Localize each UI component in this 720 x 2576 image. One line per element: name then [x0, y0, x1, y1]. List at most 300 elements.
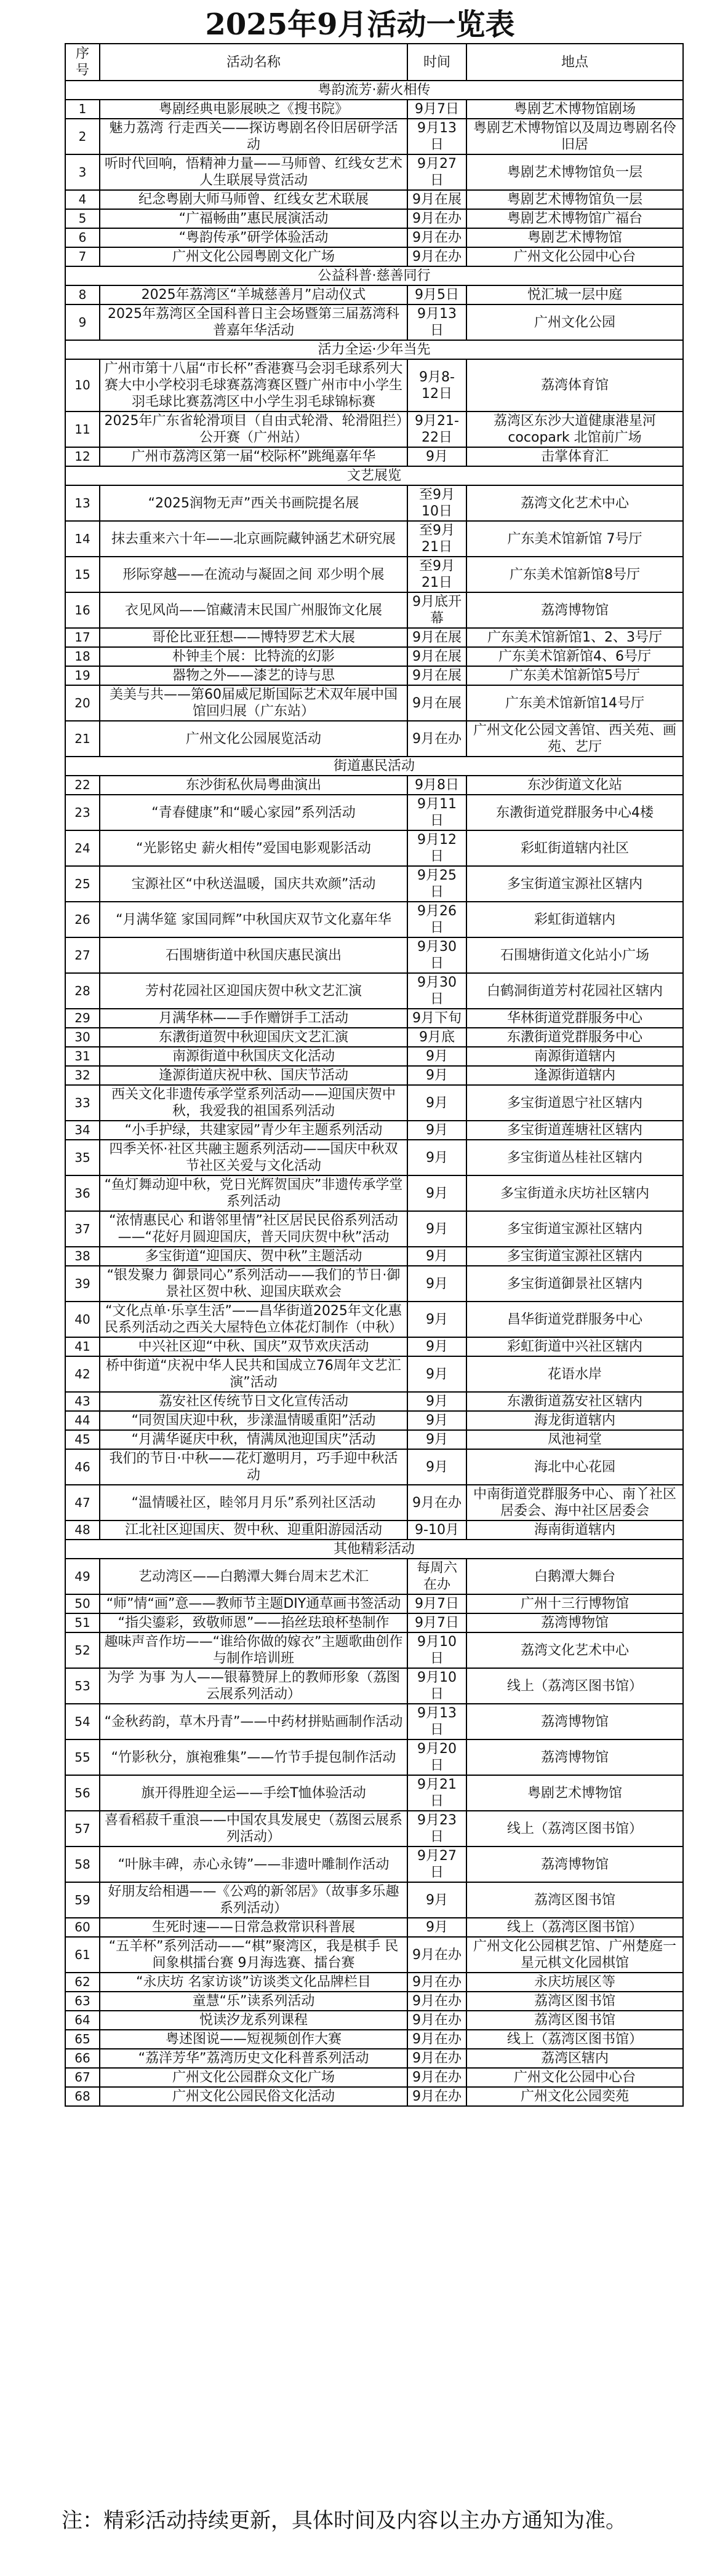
activity-location: 多宝街道宝源社区辖内 [466, 1247, 683, 1266]
row-index: 41 [65, 1337, 100, 1356]
activity-time: 9月13日 [407, 304, 466, 340]
activity-location: 东沙街道文化站 [466, 776, 683, 795]
activity-time: 9月 [407, 1266, 466, 1302]
activity-time: 至9月21日 [407, 557, 466, 592]
table-row [65, 1449, 683, 1485]
activity-name: “青春健康”和“暖心家园”系列活动 [100, 795, 407, 830]
activity-location: 海北中心花园 [466, 1449, 683, 1485]
row-index: 36 [65, 1175, 100, 1211]
activity-name: 哥伦比亚狂想——博特罗艺术大展 [100, 628, 407, 647]
table-row [65, 628, 683, 647]
activity-name: “2025润物无声”西关书画院提名展 [100, 485, 407, 521]
activity-name: 悦读汐龙系列课程 [100, 2011, 407, 2030]
row-index: 66 [65, 2049, 100, 2068]
table-row [65, 1632, 683, 1668]
row-index: 4 [65, 190, 100, 209]
table-row [65, 795, 683, 830]
row-index: 17 [65, 628, 100, 647]
section-title: 文艺展览 [65, 466, 683, 485]
table-row [65, 359, 683, 411]
row-index: 22 [65, 776, 100, 795]
activity-name: 广州文化公园展览活动 [100, 721, 407, 757]
table-row [65, 1668, 683, 1704]
table-row [65, 666, 683, 685]
activity-name: “广福畅曲”惠民展演活动 [100, 209, 407, 228]
row-index: 59 [65, 1882, 100, 1918]
table-row [65, 592, 683, 628]
table-row [65, 1485, 683, 1521]
activity-name: “月满华筵 家国同辉”中秋国庆双节文化嘉年华 [100, 902, 407, 937]
row-index: 21 [65, 721, 100, 757]
activity-location: 荔湾博物馆 [466, 1739, 683, 1775]
row-index: 15 [65, 557, 100, 592]
activity-name: “竹影秋分，旗袍雅集”——竹节手提包制作活动 [100, 1739, 407, 1775]
table-row [65, 1411, 683, 1430]
activity-name: 广州文化公园粤剧文化广场 [100, 247, 407, 266]
table-row [65, 1847, 683, 1882]
row-index: 38 [65, 1247, 100, 1266]
page-title: 2025年9月活动一览表 [205, 7, 515, 42]
activity-location: 多宝街道永庆坊社区辖内 [466, 1175, 683, 1211]
row-index: 20 [65, 685, 100, 721]
row-index: 32 [65, 1066, 100, 1085]
table-row [65, 557, 683, 592]
activity-name: “同贺国庆迎中秋，步漾温情暖重阳”活动 [100, 1411, 407, 1430]
activity-name: “月满华诞庆中秋，情满凤池迎国庆”活动 [100, 1430, 407, 1449]
table-row [65, 485, 683, 521]
activity-location: 中南街道党群服务中心、南丫社区居委会、海中社区居委会 [466, 1485, 683, 1521]
row-index: 65 [65, 2030, 100, 2049]
activity-location: 东漖街道荔安社区辖内 [466, 1392, 683, 1411]
header-row [65, 44, 683, 81]
table-row [65, 1775, 683, 1811]
activity-time: 9月7日 [407, 1594, 466, 1613]
activity-name: 艺动湾区——白鹅潭大舞台周末艺术汇 [100, 1559, 407, 1594]
activity-time: 9月在展 [407, 666, 466, 685]
activity-location: 广州文化公园 [466, 304, 683, 340]
activity-location: 荔湾博物馆 [466, 1704, 683, 1739]
row-index: 45 [65, 1430, 100, 1449]
activity-time: 9月30日 [407, 937, 466, 973]
activity-name: 抹去重来六十年——北京画院藏钟涵艺术研究展 [100, 521, 407, 557]
activity-name: 中兴社区迎“中秋、国庆”双节欢庆活动 [100, 1337, 407, 1356]
table-row [65, 1247, 683, 1266]
activity-name: 广州文化公园群众文化广场 [100, 2068, 407, 2087]
table-row [65, 2068, 683, 2087]
activity-location: 花语水岸 [466, 1356, 683, 1392]
activity-location: 粤剧艺术博物馆以及周边粤剧名伶旧居 [466, 119, 683, 154]
row-index: 2 [65, 119, 100, 154]
activity-time: 9月下旬 [407, 1009, 466, 1028]
activity-location: 粤剧艺术博物馆剧场 [466, 100, 683, 119]
activity-location: 广州文化公园中心台 [466, 247, 683, 266]
table-row [65, 521, 683, 557]
section-header-row [65, 266, 683, 285]
activity-location: 东漖街道党群服务中心 [466, 1028, 683, 1047]
row-index: 48 [65, 1521, 100, 1540]
table-row [65, 1882, 683, 1918]
table-row [65, 1085, 683, 1121]
activity-time: 9月 [407, 1047, 466, 1066]
section-title: 公益科普·慈善同行 [65, 266, 683, 285]
activity-time: 9月 [407, 1449, 466, 1485]
table-row [65, 1302, 683, 1337]
row-index: 19 [65, 666, 100, 685]
activity-location: 线上（荔湾区图书馆） [466, 1918, 683, 1937]
table-row [65, 1009, 683, 1028]
table-row [65, 2087, 683, 2106]
activity-location: 多宝街道恩宁社区辖内 [466, 1085, 683, 1121]
activity-name: 西关文化非遗传承学堂系列活动——迎国庆贺中秋，我爱我的祖国系列活动 [100, 1085, 407, 1121]
activity-name: 广州市第十八届“市长杯”香港赛马会羽毛球系列大赛大中小学校羽毛球赛荔湾赛区暨广州市中小学生羽毛球比赛荔湾区中小学生羽毛球锦标赛 [100, 359, 407, 411]
activity-location: 广东美术馆新馆14号厅 [466, 685, 683, 721]
activity-time: 9月 [407, 1337, 466, 1356]
activity-name: 听时代回响，悟精神力量——马师曾、红线女艺术人生联展导赏活动 [100, 154, 407, 190]
table-row [65, 1973, 683, 1992]
activity-name: “金秋药韵，草木丹青”——中药材拼贴画制作活动 [100, 1704, 407, 1739]
table-row [65, 721, 683, 757]
table-row [65, 1140, 683, 1175]
activity-time: 9月 [407, 1175, 466, 1211]
table-row [65, 209, 683, 228]
table-row [65, 411, 683, 447]
activity-location: 荔湾博物馆 [466, 1847, 683, 1882]
activity-location: 多宝街道莲塘社区辖内 [466, 1121, 683, 1140]
activity-name: “永庆坊 名家访谈”访谈类文化品牌栏目 [100, 1973, 407, 1992]
section-header-row [65, 340, 683, 359]
activity-name: 美美与共——第60届威尼斯国际艺术双年展中国馆回归展（广东站） [100, 685, 407, 721]
activity-location: 广州文化公园棋艺馆、广州楚庭一星元棋文化园棋馆 [466, 1937, 683, 1973]
activity-location: 多宝街道宝源社区辖内 [466, 1211, 683, 1247]
activity-time: 9月27日 [407, 154, 466, 190]
table-row [65, 119, 683, 154]
section-title: 其他精彩活动 [65, 1540, 683, 1559]
activity-time: 9月在办 [407, 1485, 466, 1521]
activity-location: 广州文化公园中心台 [466, 2068, 683, 2087]
activity-name: “小手护绿，共建家园”青少年主题系列活动 [100, 1121, 407, 1140]
row-index: 40 [65, 1302, 100, 1337]
activity-time: 9月 [407, 1430, 466, 1449]
row-index: 6 [65, 228, 100, 247]
activity-time: 9月 [407, 447, 466, 466]
activity-location: 荔湾区图书馆 [466, 2011, 683, 2030]
activity-name: “叶脉丰碑，赤心永铸”——非遗叶雕制作活动 [100, 1847, 407, 1882]
activity-name: 童慧“乐”读系列活动 [100, 1992, 407, 2011]
table-row [65, 1918, 683, 1937]
activity-time: 9月在展 [407, 190, 466, 209]
activity-name: 东沙街私伙局粤曲演出 [100, 776, 407, 795]
row-index: 49 [65, 1559, 100, 1594]
table-row [65, 1521, 683, 1540]
activity-time: 9月 [407, 1066, 466, 1085]
activity-time: 9月13日 [407, 1704, 466, 1739]
activity-name: 形际穿越——在流动与凝固之间 邓少明个展 [100, 557, 407, 592]
activity-location: 荔湾区辖内 [466, 2049, 683, 2068]
activity-name: 趣味声音作坊——“谁给你做的嫁衣”主题歌曲创作与制作培训班 [100, 1632, 407, 1668]
activity-location: 南源街道辖内 [466, 1047, 683, 1066]
column-header-name: 活动名称 [100, 44, 407, 81]
activity-time: 9月7日 [407, 1613, 466, 1632]
activity-time: 9月 [407, 1356, 466, 1392]
activity-name: “温情暖社区，睦邻月月乐”系列社区活动 [100, 1485, 407, 1521]
activity-name: “文化点单·乐享生活”——昌华街道2025年文化惠民系列活动之西关大屋特色立体花灯制作（中秋） [100, 1302, 407, 1337]
activity-time: 9月25日 [407, 866, 466, 902]
activity-name: 桥中街道“庆祝中华人民共和国成立76周年文艺汇演”活动 [100, 1356, 407, 1392]
row-index: 23 [65, 795, 100, 830]
activity-location: 线上（荔湾区图书馆） [466, 1811, 683, 1847]
section-title: 街道惠民活动 [65, 757, 683, 776]
activity-name: 粤述图说——短视频创作大赛 [100, 2030, 407, 2049]
table-row [65, 1937, 683, 1973]
activity-location: 华林街道党群服务中心 [466, 1009, 683, 1028]
row-index: 46 [65, 1449, 100, 1485]
row-index: 47 [65, 1485, 100, 1521]
activity-location: 多宝街道御景社区辖内 [466, 1266, 683, 1302]
activity-location: 广东美术馆新馆 7号厅 [466, 521, 683, 557]
table-body [65, 81, 683, 2106]
activity-time: 9月26日 [407, 902, 466, 937]
section-header-row [65, 81, 683, 100]
row-index: 24 [65, 830, 100, 866]
table-row [65, 830, 683, 866]
activity-time: 9月7日 [407, 100, 466, 119]
activity-time: 9月在办 [407, 1973, 466, 1992]
row-index: 29 [65, 1009, 100, 1028]
row-index: 68 [65, 2087, 100, 2106]
activity-location: 广州文化公园奕苑 [466, 2087, 683, 2106]
activity-time: 9月 [407, 1302, 466, 1337]
table-row [65, 1337, 683, 1356]
row-index: 61 [65, 1937, 100, 1973]
section-header-row [65, 757, 683, 776]
activity-location: 线上（荔湾区图书馆） [466, 2030, 683, 2049]
table-row [65, 902, 683, 937]
column-header-index: 序号 [65, 44, 100, 81]
activity-name: “荔洋芳华”荔湾历史文化科普系列活动 [100, 2049, 407, 2068]
activity-location: 多宝街道丛桂社区辖内 [466, 1140, 683, 1175]
table-row [65, 1028, 683, 1047]
table-row [65, 1066, 683, 1085]
row-index: 13 [65, 485, 100, 521]
activity-time: 9月23日 [407, 1811, 466, 1847]
activity-location: 荔湾博物馆 [466, 592, 683, 628]
activity-location: 广东美术馆新馆8号厅 [466, 557, 683, 592]
row-index: 51 [65, 1613, 100, 1632]
table-row [65, 285, 683, 304]
activity-time: 9月5日 [407, 285, 466, 304]
table-row [65, 866, 683, 902]
column-header-location: 地点 [466, 44, 683, 81]
activity-time: 9月 [407, 1085, 466, 1121]
activity-location: 广东美术馆新馆1、2、3号厅 [466, 628, 683, 647]
section-title: 粤韵流芳·薪火相传 [65, 81, 683, 100]
activity-location: 粤剧艺术博物馆负一层 [466, 154, 683, 190]
activity-time: 9月10日 [407, 1668, 466, 1704]
activity-location: 彩虹街道中兴社区辖内 [466, 1337, 683, 1356]
row-index: 35 [65, 1140, 100, 1175]
table-row [65, 647, 683, 666]
table-row [65, 228, 683, 247]
activity-location: 线上（荔湾区图书馆） [466, 1668, 683, 1704]
activity-location: 昌华街道党群服务中心 [466, 1302, 683, 1337]
activity-name: 逢源街道庆祝中秋、国庆节活动 [100, 1066, 407, 1085]
row-index: 53 [65, 1668, 100, 1704]
row-index: 3 [65, 154, 100, 190]
activity-time: 9月在办 [407, 209, 466, 228]
activity-name: 朴钟圭个展：比特流的幻影 [100, 647, 407, 666]
activity-time: 9月 [407, 1140, 466, 1175]
activity-time: 至9月21日 [407, 521, 466, 557]
activity-location: 悦汇城一层中庭 [466, 285, 683, 304]
activity-name: 江北社区迎国庆、贺中秋、迎重阳游园活动 [100, 1521, 407, 1540]
activity-time: 9月8-12日 [407, 359, 466, 411]
table-row [65, 1266, 683, 1302]
table-row [65, 100, 683, 119]
activity-time: 9月20日 [407, 1739, 466, 1775]
activity-location: 击掌体育汇 [466, 447, 683, 466]
activity-time: 9月在办 [407, 2011, 466, 2030]
activity-location: 彩虹街道辖内 [466, 902, 683, 937]
activity-time: 9月 [407, 1211, 466, 1247]
row-index: 42 [65, 1356, 100, 1392]
table-row [65, 1811, 683, 1847]
activity-time: 每周六在办 [407, 1559, 466, 1594]
activity-time: 9月12日 [407, 830, 466, 866]
table-row [65, 1047, 683, 1066]
activity-name: “鱼灯舞动迎中秋，党日光辉贺国庆”非遗传承学堂系列活动 [100, 1175, 407, 1211]
activity-time: 9月8日 [407, 776, 466, 795]
section-header-row [65, 1540, 683, 1559]
activity-time: 9月底 [407, 1028, 466, 1047]
activity-time: 9月在办 [407, 2049, 466, 2068]
row-index: 52 [65, 1632, 100, 1668]
row-index: 26 [65, 902, 100, 937]
row-index: 44 [65, 1411, 100, 1430]
activity-name: 2025年荔湾区全国科普日主会场暨第三届荔湾科普嘉年华活动 [100, 304, 407, 340]
row-index: 63 [65, 1992, 100, 2011]
activity-table [65, 43, 684, 2107]
row-index: 10 [65, 359, 100, 411]
footnote: 注：精彩活动持续更新，具体时间及内容以主办方通知为准。 [62, 2508, 626, 2533]
activity-name: 宝源社区“中秋送温暖，国庆共欢颜”活动 [100, 866, 407, 902]
row-index: 9 [65, 304, 100, 340]
table-row [65, 1613, 683, 1632]
activity-time: 9月在办 [407, 2030, 466, 2049]
table-row [65, 2030, 683, 2049]
table-row [65, 685, 683, 721]
row-index: 62 [65, 1973, 100, 1992]
activity-name: “指尖鎏彩，致敬师恩”——掐丝珐琅杯垫制作 [100, 1613, 407, 1632]
activity-location: 粤剧艺术博物馆 [466, 228, 683, 247]
activity-name: 石围塘街道中秋国庆惠民演出 [100, 937, 407, 973]
activity-time: 9月 [407, 1392, 466, 1411]
activity-location: 永庆坊展区等 [466, 1973, 683, 1992]
activity-time: 9月在办 [407, 2068, 466, 2087]
activity-time: 9月 [407, 1918, 466, 1937]
activity-name: 器物之外——漆艺的诗与思 [100, 666, 407, 685]
activity-name: 2025年荔湾区“羊城慈善月”启动仪式 [100, 285, 407, 304]
activity-time: 9月30日 [407, 973, 466, 1009]
table-row [65, 1356, 683, 1392]
activity-location: 白鹤洞街道芳村花园社区辖内 [466, 973, 683, 1009]
table-row [65, 937, 683, 973]
row-index: 54 [65, 1704, 100, 1739]
activity-location: 广东美术馆新馆4、6号厅 [466, 647, 683, 666]
table-row [65, 1175, 683, 1211]
row-index: 8 [65, 285, 100, 304]
table-row [65, 447, 683, 466]
activity-time: 9月10日 [407, 1632, 466, 1668]
activity-name: 为学 为事 为人——银幕赞屏上的教师形象（荔图云展系列活动） [100, 1668, 407, 1704]
activity-location: 荔湾区图书馆 [466, 1992, 683, 2011]
row-index: 1 [65, 100, 100, 119]
activity-name: 四季关怀·社区共融主题系列活动——国庆中秋双节社区关爱与文化活动 [100, 1140, 407, 1175]
activity-time: 9月在办 [407, 721, 466, 757]
activity-time: 9月21-22日 [407, 411, 466, 447]
activity-name: “师”情“画”意——教师节主题DIY通草画书签活动 [100, 1594, 407, 1613]
activity-time: 9月13日 [407, 119, 466, 154]
table-row [65, 1430, 683, 1449]
activity-location: 多宝街道宝源社区辖内 [466, 866, 683, 902]
table-row [65, 973, 683, 1009]
activity-name: 多宝街道“迎国庆、贺中秋”主题活动 [100, 1247, 407, 1266]
activity-name: 粤剧经典电影展映之《搜书院》 [100, 100, 407, 119]
activity-location: 海南街道辖内 [466, 1521, 683, 1540]
row-index: 11 [65, 411, 100, 447]
activity-location: 粤剧艺术博物馆负一层 [466, 190, 683, 209]
activity-name: 广州文化公园民俗文化活动 [100, 2087, 407, 2106]
table-row [65, 1392, 683, 1411]
activity-location: 彩虹街道辖内社区 [466, 830, 683, 866]
column-header-time: 时间 [407, 44, 466, 81]
table-row [65, 1121, 683, 1140]
row-index: 27 [65, 937, 100, 973]
activity-time: 9月 [407, 1411, 466, 1430]
row-index: 67 [65, 2068, 100, 2087]
row-index: 50 [65, 1594, 100, 1613]
activity-time: 9月21日 [407, 1775, 466, 1811]
activity-time: 9-10月 [407, 1521, 466, 1540]
activity-name: 旗开得胜迎全运——手绘T恤体验活动 [100, 1775, 407, 1811]
row-index: 34 [65, 1121, 100, 1140]
table-row [65, 154, 683, 190]
activity-time: 至9月10日 [407, 485, 466, 521]
row-index: 33 [65, 1085, 100, 1121]
activity-name: “粤韵传承”研学体验活动 [100, 228, 407, 247]
activity-name: 东漖街道贺中秋迎国庆文艺汇演 [100, 1028, 407, 1047]
activity-location: 荔湾区图书馆 [466, 1882, 683, 1918]
activity-name: 荔安社区传统节日文化宣传活动 [100, 1392, 407, 1411]
activity-time: 9月在展 [407, 628, 466, 647]
activity-name: 广州市荔湾区第一届“校际杯”跳绳嘉年华 [100, 447, 407, 466]
activity-name: 2025年广东省轮滑项目（自由式轮滑、轮滑阻拦）公开赛（广州站） [100, 411, 407, 447]
activity-time: 9月在展 [407, 647, 466, 666]
activity-name: 芳村花园社区迎国庆贺中秋文艺汇演 [100, 973, 407, 1009]
table-row [65, 776, 683, 795]
activity-location: 东漖街道党群服务中心4楼 [466, 795, 683, 830]
row-index: 64 [65, 2011, 100, 2030]
row-index: 5 [65, 209, 100, 228]
row-index: 57 [65, 1811, 100, 1847]
activity-name: “五羊杯”系列活动——“棋”聚湾区，我是棋手 民间象棋擂台赛 9月海选赛、擂台赛 [100, 1937, 407, 1973]
activity-name: 纪念粤剧大师马师曾、红线女艺术联展 [100, 190, 407, 209]
row-index: 7 [65, 247, 100, 266]
section-title: 活力全运·少年当先 [65, 340, 683, 359]
activity-location: 广州十三行博物馆 [466, 1594, 683, 1613]
activity-name: 衣见风尚——馆藏清末民国广州服饰文化展 [100, 592, 407, 628]
activity-location: 逢源街道辖内 [466, 1066, 683, 1085]
activity-time: 9月底开幕 [407, 592, 466, 628]
